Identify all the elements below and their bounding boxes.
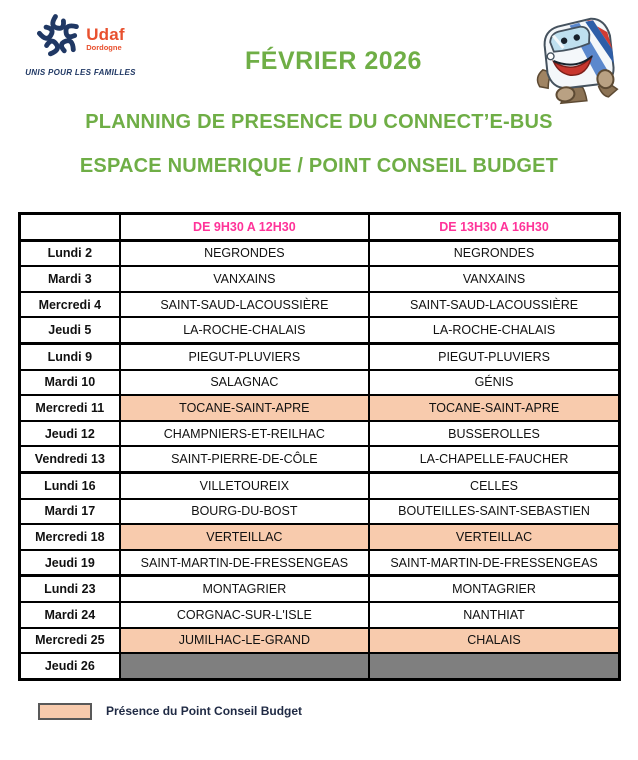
afternoon-location-cell: SAINT-SAUD-LACOUSSIÈRE <box>369 292 619 318</box>
afternoon-location-cell: LA-CHAPELLE-FAUCHER <box>369 446 619 472</box>
table-row <box>20 653 620 679</box>
page-title-line1: PLANNING DE PRESENCE DU CONNECT’E-BUS <box>85 111 553 133</box>
afternoon-location-cell <box>369 653 619 679</box>
legend <box>38 703 638 720</box>
page-header <box>0 0 638 98</box>
morning-location-cell: PIEGUT-PLUVIERS <box>120 343 369 369</box>
morning-location-cell: MONTAGRIER <box>120 576 369 602</box>
table-row <box>20 395 620 421</box>
day-cell: Mardi 17 <box>20 499 120 525</box>
table-row <box>20 576 620 602</box>
day-cell: Mardi 10 <box>20 370 120 396</box>
morning-location-cell: TOCANE-SAINT-APRE <box>120 395 369 421</box>
header-afternoon-cell: DE 13H30 A 16H30 <box>369 214 619 241</box>
table-row <box>20 343 620 369</box>
day-cell: Mardi 3 <box>20 266 120 292</box>
day-cell: Lundi 23 <box>20 576 120 602</box>
morning-location-cell <box>120 653 369 679</box>
table-row <box>20 317 620 343</box>
table-row <box>20 292 620 318</box>
afternoon-location-cell: PIEGUT-PLUVIERS <box>369 343 619 369</box>
afternoon-location-cell: VANXAINS <box>369 266 619 292</box>
day-cell: Lundi 9 <box>20 343 120 369</box>
day-cell: Mardi 24 <box>20 602 120 628</box>
logo-org-name: Udaf <box>86 24 125 44</box>
morning-location-cell: SAINT-PIERRE-DE-CÔLE <box>120 446 369 472</box>
day-cell: Jeudi 26 <box>20 653 120 679</box>
table-container <box>18 212 621 681</box>
month-title: FÉVRIER 2026 <box>245 47 422 75</box>
day-cell: Jeudi 19 <box>20 550 120 576</box>
day-cell: Vendredi 13 <box>20 446 120 472</box>
planning-table <box>18 212 621 681</box>
afternoon-location-cell: LA-ROCHE-CHALAIS <box>369 317 619 343</box>
logo-region: Dordogne <box>86 42 122 52</box>
morning-location-cell: JUMILHAC-LE-GRAND <box>120 628 369 654</box>
day-cell: Mercredi 25 <box>20 628 120 654</box>
ebus-mascot-icon <box>524 12 628 110</box>
legend-label: Présence du Point Conseil Budget <box>106 704 303 719</box>
page-title-line2: ESPACE NUMERIQUE / POINT CONSEIL BUDGET <box>79 155 559 177</box>
day-cell: Lundi 2 <box>20 240 120 266</box>
table-row <box>20 499 620 525</box>
afternoon-location-cell: BOUTEILLES-SAINT-SEBASTIEN <box>369 499 619 525</box>
table-row <box>20 524 620 550</box>
table-header-row <box>20 214 620 241</box>
afternoon-location-cell: VERTEILLAC <box>369 524 619 550</box>
morning-location-cell: CORGNAC-SUR-L'ISLE <box>120 602 369 628</box>
table-row <box>20 446 620 472</box>
table-row <box>20 266 620 292</box>
morning-location-cell: SALAGNAC <box>120 370 369 396</box>
day-cell: Lundi 16 <box>20 472 120 498</box>
morning-location-cell: SAINT-MARTIN-DE-FRESSENGEAS <box>120 550 369 576</box>
afternoon-location-cell: MONTAGRIER <box>369 576 619 602</box>
header-day-cell <box>20 214 120 241</box>
logo-text <box>86 26 125 52</box>
morning-location-cell: SAINT-SAUD-LACOUSSIÈRE <box>120 292 369 318</box>
morning-location-cell: CHAMPNIERS-ET-REILHAC <box>120 421 369 447</box>
morning-location-cell: VILLETOUREIX <box>120 472 369 498</box>
afternoon-location-cell: NANTHIAT <box>369 602 619 628</box>
day-cell: Jeudi 5 <box>20 317 120 343</box>
day-cell: Jeudi 12 <box>20 421 120 447</box>
morning-location-cell: LA-ROCHE-CHALAIS <box>120 317 369 343</box>
day-cell: Mercredi 4 <box>20 292 120 318</box>
table-row <box>20 602 620 628</box>
day-cell: Mercredi 11 <box>20 395 120 421</box>
table-row <box>20 550 620 576</box>
table-row <box>20 421 620 447</box>
afternoon-location-cell: SAINT-MARTIN-DE-FRESSENGEAS <box>369 550 619 576</box>
morning-location-cell: VERTEILLAC <box>120 524 369 550</box>
table-row <box>20 628 620 654</box>
afternoon-location-cell: GÉNIS <box>369 370 619 396</box>
udaf-asterisk-icon <box>36 12 82 65</box>
afternoon-location-cell: CHALAIS <box>369 628 619 654</box>
afternoon-location-cell: BUSSEROLLES <box>369 421 619 447</box>
table-row <box>20 472 620 498</box>
udaf-logo <box>18 12 143 77</box>
legend-color-swatch <box>38 703 92 720</box>
morning-location-cell: NEGRONDES <box>120 240 369 266</box>
logo-tagline: UNIS POUR LES FAMILLES <box>25 68 136 77</box>
day-cell: Mercredi 18 <box>20 524 120 550</box>
header-morning-cell: DE 9H30 A 12H30 <box>120 214 369 241</box>
afternoon-location-cell: CELLES <box>369 472 619 498</box>
morning-location-cell: VANXAINS <box>120 266 369 292</box>
table-row <box>20 240 620 266</box>
afternoon-location-cell: NEGRONDES <box>369 240 619 266</box>
morning-location-cell: BOURG-DU-BOST <box>120 499 369 525</box>
table-row <box>20 370 620 396</box>
afternoon-location-cell: TOCANE-SAINT-APRE <box>369 395 619 421</box>
